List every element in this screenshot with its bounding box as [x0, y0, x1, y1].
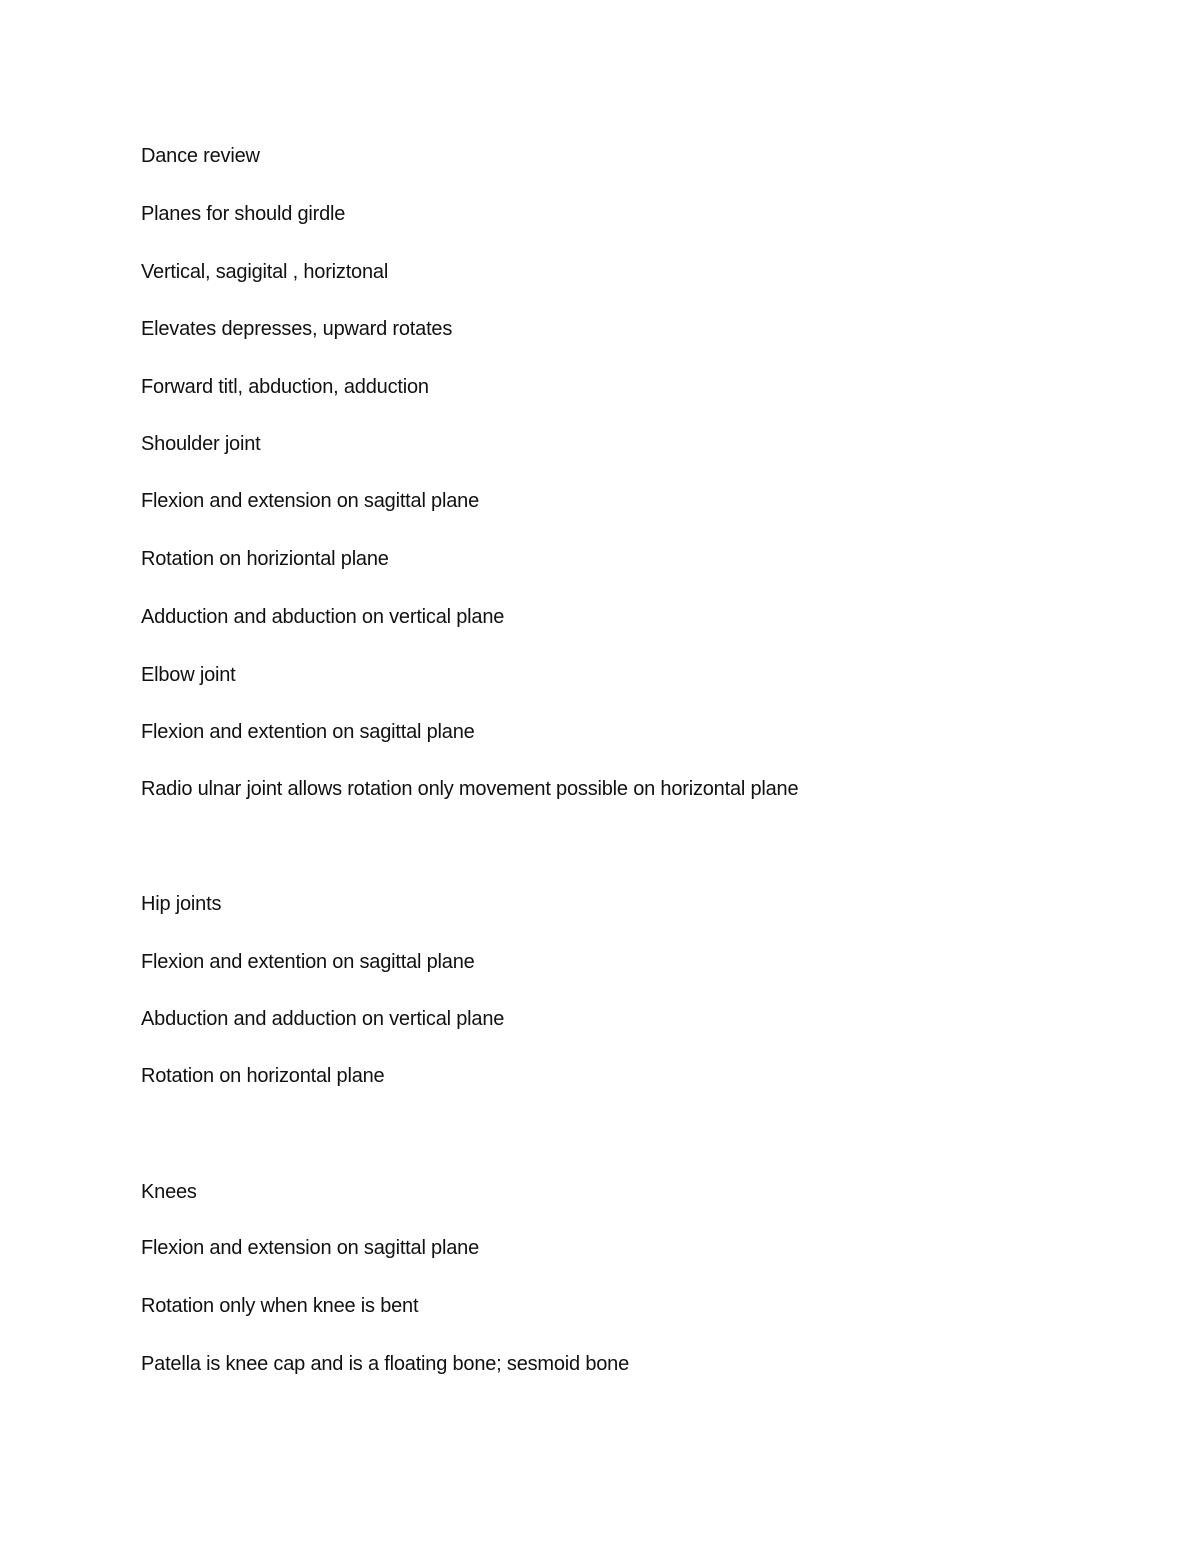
doc-line: Flexion and extention on sagittal plane	[141, 951, 475, 973]
doc-line: Rotation only when knee is bent	[141, 1295, 419, 1317]
doc-line: Adduction and abduction on vertical plane	[141, 606, 505, 628]
doc-title: Dance review	[141, 145, 260, 167]
doc-line: Rotation on horizontal plane	[141, 1065, 385, 1087]
doc-line: Flexion and extension on sagittal plane	[141, 1237, 479, 1259]
doc-line: Radio ulnar joint allows rotation only movement possible on horizontal plane	[141, 778, 799, 800]
doc-line: Rotation on horiziontal plane	[141, 548, 389, 570]
doc-line: Flexion and extention on sagittal plane	[141, 721, 475, 743]
doc-line: Flexion and extension on sagittal plane	[141, 490, 479, 512]
doc-section-heading: Hip joints	[141, 893, 222, 915]
doc-line: Vertical, sagigital , horiztonal	[141, 261, 389, 283]
doc-line: Patella is knee cap and is a floating bone; sesmoid bone	[141, 1353, 630, 1375]
doc-line: Elevates depresses, upward rotates	[141, 318, 453, 340]
doc-line: Abduction and adduction on vertical plane	[141, 1008, 505, 1030]
doc-section-heading: Knees	[141, 1181, 197, 1203]
doc-line: Planes for should girdle	[141, 203, 346, 225]
doc-section-heading: Shoulder joint	[141, 433, 261, 455]
doc-line: Forward titl, abduction, adduction	[141, 376, 429, 398]
doc-section-heading: Elbow joint	[141, 664, 236, 686]
